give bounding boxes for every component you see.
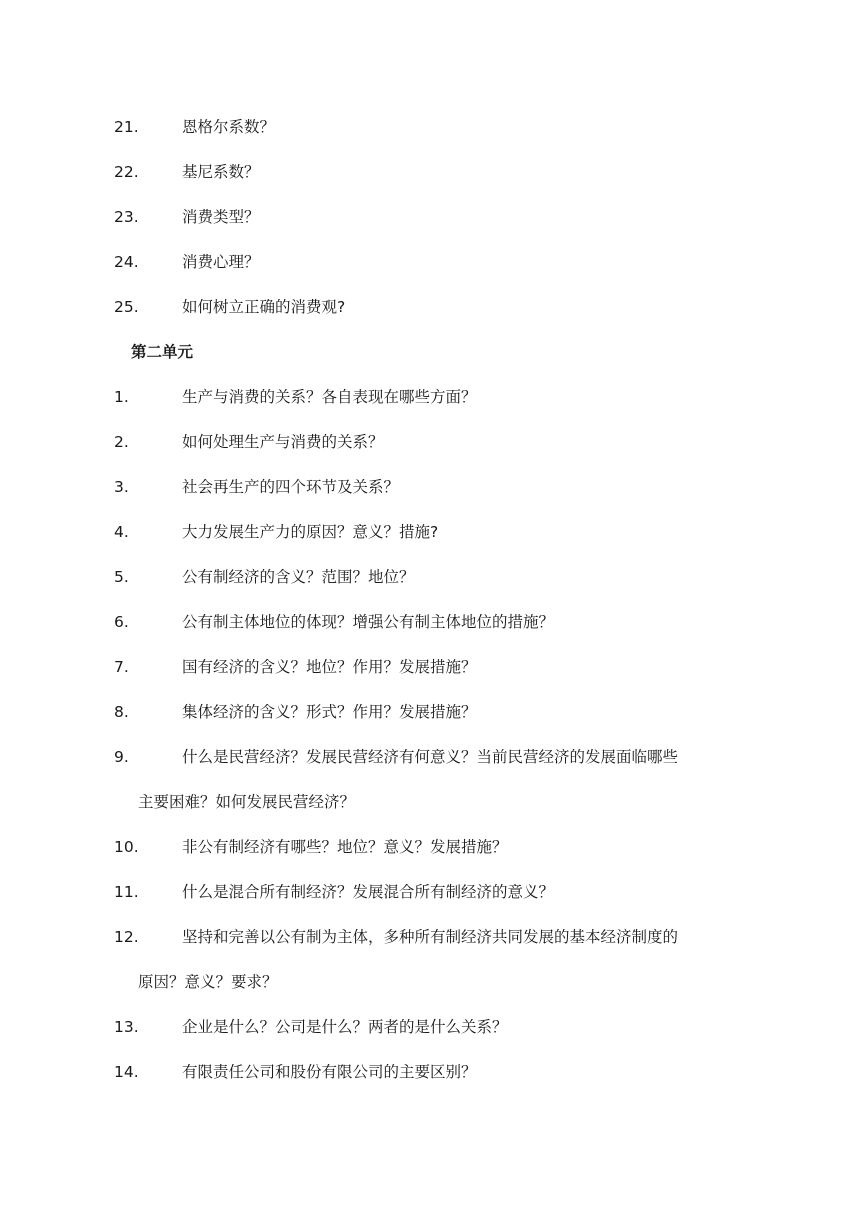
item-number: 10.: [114, 838, 139, 856]
item-text: 生产与消费的关系？各自表现在哪些方面？: [182, 388, 477, 406]
item-text: 有限责任公司和股份有限公司的主要区别？: [182, 1063, 477, 1081]
item-number: 8.: [114, 703, 129, 721]
list-item: [114, 150, 754, 195]
item-text-continuation: 原因？意义？要求？: [138, 973, 278, 991]
item-number: 12.: [114, 928, 139, 946]
list-item: [114, 105, 754, 150]
list-item: [114, 1005, 754, 1050]
list-item: [114, 510, 754, 555]
item-text: 大力发展生产力的原因？意义？措施?: [182, 523, 439, 541]
list-item: [114, 600, 754, 645]
list-item: [114, 870, 754, 915]
item-text: 非公有制经济有哪些？地位？意义？发展措施？: [182, 838, 508, 856]
list-item: [114, 1050, 754, 1095]
list-item: [114, 735, 754, 825]
item-text: 公有制主体地位的体现？增强公有制主体地位的措施？: [182, 613, 555, 631]
list-item: [114, 645, 754, 690]
item-text: 企业是什么？公司是什么？两者的是什么关系？: [182, 1018, 508, 1036]
item-number: 14.: [114, 1063, 139, 1081]
item-number: 21.: [114, 118, 139, 136]
item-text: 国有经济的含义？地位？作用？发展措施？: [182, 658, 477, 676]
item-number: 24.: [114, 253, 139, 271]
list-item: [114, 555, 754, 600]
item-number: 9.: [114, 748, 129, 766]
item-text: 坚持和完善以公有制为主体，多种所有制经济共同发展的基本经济制度的: [182, 928, 679, 946]
item-text: 公有制经济的含义？范围？地位？: [182, 568, 415, 586]
list-item: [114, 195, 754, 240]
item-number: 23.: [114, 208, 139, 226]
list-item: [114, 375, 754, 420]
item-number: 1.: [114, 388, 129, 406]
item-number: 6.: [114, 613, 129, 631]
item-number: 4.: [114, 523, 129, 541]
item-text: 恩格尔系数？: [182, 118, 276, 136]
item-number: 5.: [114, 568, 129, 586]
item-text: 如何树立正确的消费观?: [182, 298, 346, 316]
list-item: [114, 915, 754, 1005]
list-item: [114, 285, 754, 330]
item-number: 7.: [114, 658, 129, 676]
list-item: [114, 690, 754, 735]
list-item: [114, 420, 754, 465]
section-heading: 第二单元: [131, 343, 194, 361]
item-text: 如何处理生产与消费的关系？: [182, 433, 384, 451]
item-number: 13.: [114, 1018, 139, 1036]
item-number: 2.: [114, 433, 129, 451]
item-text: 社会再生产的四个环节及关系？: [182, 478, 400, 496]
item-text-continuation: 主要困难？如何发展民营经济？: [138, 793, 356, 811]
list-item: [114, 465, 754, 510]
list-item: [114, 240, 754, 285]
list-item: [114, 825, 754, 870]
item-text: 基尼系数？: [182, 163, 260, 181]
item-number: 22.: [114, 163, 139, 181]
item-text: 集体经济的含义？形式？作用？发展措施？: [182, 703, 477, 721]
item-text: 消费类型？: [182, 208, 260, 226]
item-number: 11.: [114, 883, 139, 901]
item-text: 什么是混合所有制经济？发展混合所有制经济的意义？: [182, 883, 555, 901]
item-number: 25.: [114, 298, 139, 316]
item-text: 消费心理？: [182, 253, 260, 271]
item-number: 3.: [114, 478, 129, 496]
item-text: 什么是民营经济？发展民营经济有何意义？当前民营经济的发展面临哪些: [182, 748, 679, 766]
